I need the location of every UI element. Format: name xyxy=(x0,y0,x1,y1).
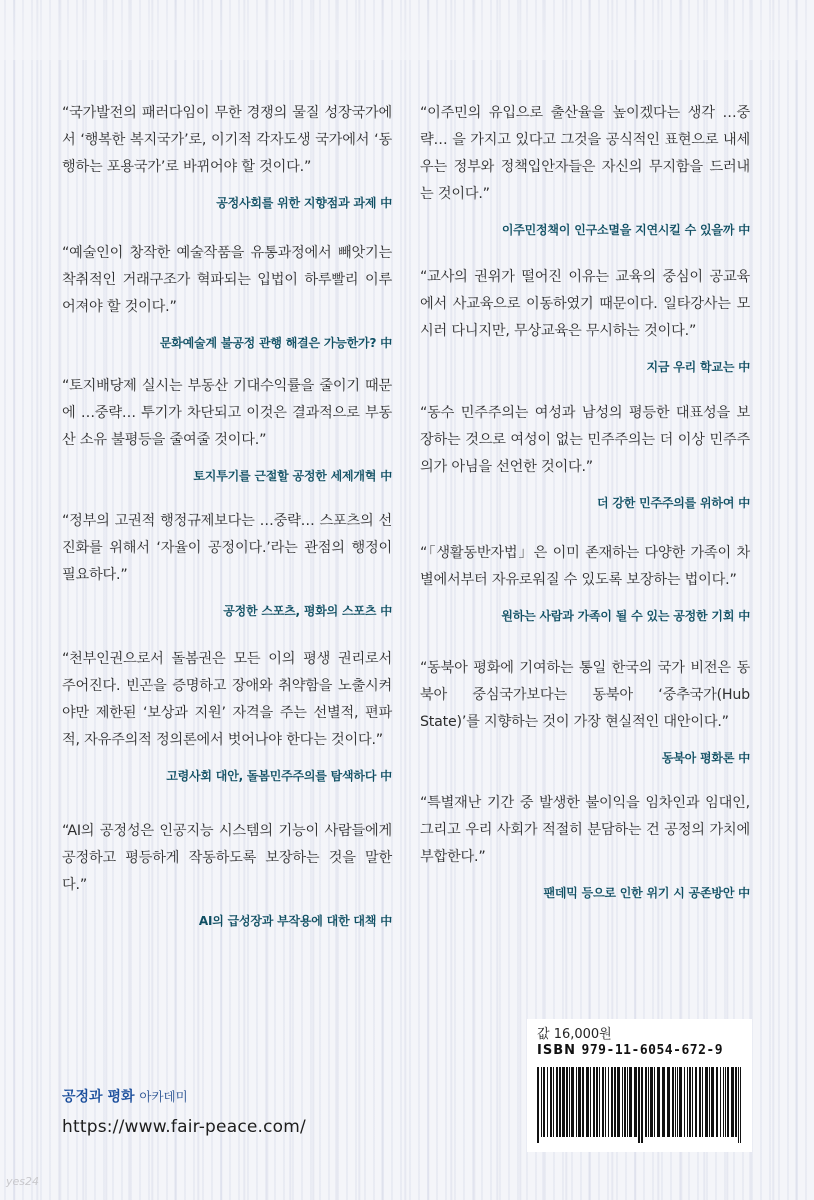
barcode-bar xyxy=(645,1067,647,1137)
barcode-bar xyxy=(559,1067,561,1137)
barcode-bar xyxy=(541,1067,542,1137)
barcode-image xyxy=(537,1067,743,1143)
publisher-url[interactable]: https://www.fair-peace.com/ xyxy=(62,1117,306,1137)
barcode-bar xyxy=(553,1067,554,1137)
price-label: 값 16,000원 xyxy=(537,1027,612,1042)
barcode-bar xyxy=(662,1067,665,1137)
barcode-bar xyxy=(614,1067,616,1137)
quote-source: AI의 급성장과 부작용에 대한 대책 中 xyxy=(198,914,392,928)
barcode-bar xyxy=(735,1067,737,1137)
barcode-bar xyxy=(638,1067,640,1143)
barcode-bar xyxy=(650,1067,653,1137)
barcode-bar xyxy=(699,1067,701,1137)
quote-source: 원하는 사람과 가족이 될 수 있는 공정한 기회 中 xyxy=(501,609,750,623)
barcode-bar xyxy=(679,1067,682,1137)
barcode-bar xyxy=(705,1067,708,1137)
barcode-bar xyxy=(624,1067,626,1137)
barcode-bar xyxy=(562,1067,565,1137)
barcode-bar xyxy=(677,1067,678,1137)
quote-text: “AI의 공정성은 인공지능 시스템의 기능이 사람들에게 공정하고 평등하게 작동하도록 보장하는 것을 말한다.” xyxy=(62,823,392,893)
barcode-bar xyxy=(684,1067,685,1137)
barcode-bar xyxy=(672,1067,674,1137)
barcode-bar xyxy=(593,1067,595,1137)
barcode-bar xyxy=(740,1067,741,1143)
barcode-bar xyxy=(569,1067,570,1137)
publisher-sub: 아카데미 xyxy=(139,1089,188,1104)
barcode-bar xyxy=(537,1067,539,1143)
quote-source: 공정사회를 위한 지향점과 과제 中 xyxy=(216,196,392,210)
barcode-bar xyxy=(578,1067,581,1137)
quote-text: “동수 민주주의는 여성과 남성의 평등한 대표성을 보장하는 것으로 여성이 없는 민주주의는 더 이상 민주주의가 아님을 선언한 것이다.” xyxy=(420,405,750,475)
quote-block xyxy=(420,655,750,766)
barcode-bar xyxy=(709,1067,710,1137)
barcode-bar xyxy=(711,1067,714,1137)
quote-source: 문화예술계 불공정 관행 해결은 가능한가? 中 xyxy=(159,336,392,350)
barcode-bar xyxy=(571,1067,574,1137)
barcode-bar xyxy=(648,1067,649,1137)
barcode-bar xyxy=(566,1067,568,1137)
barcode-bar xyxy=(596,1067,598,1137)
barcode-bar xyxy=(716,1067,718,1137)
barcode-bar xyxy=(617,1067,620,1137)
barcode-bar xyxy=(599,1067,600,1137)
quote-source: 토지투기를 근절할 공정한 세제개혁 中 xyxy=(193,469,392,483)
quote-block xyxy=(420,264,750,375)
quote-block xyxy=(62,373,392,484)
barcode-bar xyxy=(687,1067,688,1137)
quote-block xyxy=(62,240,392,351)
quote-text: “특별재난 기간 중 발생한 불이익을 임차인과 임대인, 그리고 우리 사회가 적절히 분담하는 건 공정의 가치에 부합한다.” xyxy=(420,795,750,865)
barcode-bar xyxy=(634,1067,637,1137)
barcode-bar xyxy=(576,1067,577,1137)
barcode-bar xyxy=(622,1067,623,1137)
quote-source: 팬데믹 등으로 인한 위기 시 공존방안 中 xyxy=(543,886,750,900)
quote-text: “교사의 권위가 떨어진 이유는 교육의 중심이 공교육에서 사교육으로 이동하였기 때문이다. 일타강사는 모시러 다니지만, 무상교육은 무시하는 것이다.” xyxy=(420,269,750,339)
barcode-bar xyxy=(605,1067,606,1137)
barcode-bar xyxy=(641,1067,643,1143)
barcode-bar xyxy=(611,1067,613,1137)
barcode-bar xyxy=(720,1067,721,1137)
isbn-number: 979-11-6054-672-9 xyxy=(581,1043,724,1058)
barcode-bar xyxy=(608,1067,609,1137)
barcode-bar xyxy=(667,1067,670,1137)
barcode-bar xyxy=(695,1067,697,1137)
quote-source: 공정한 스포츠, 평화의 스포츠 中 xyxy=(223,604,392,618)
barcode-bar xyxy=(627,1067,628,1137)
barcode-bar xyxy=(692,1067,693,1137)
quote-block xyxy=(420,400,750,511)
isbn-label: ISBN xyxy=(537,1043,576,1058)
publisher-name: 공정과 평화 xyxy=(62,1089,135,1105)
barcode-bar xyxy=(689,1067,691,1137)
quote-block xyxy=(420,540,750,624)
price-isbn-box xyxy=(527,1019,752,1152)
barcode-bar xyxy=(556,1067,558,1137)
quote-text: “「생활동반자법」은 이미 존재하는 다양한 가족이 차별에서부터 자유로워질 수 있도록 보장하는 법이다.” xyxy=(420,545,750,588)
quote-text: “정부의 고권적 행정규제보다는 …중략… 스포츠의 선진화를 위해서 ‘자율이 공정이다.’라는 관점의 행정이 필요하다.” xyxy=(62,513,392,583)
quote-block xyxy=(420,790,750,901)
isbn-line xyxy=(537,1043,723,1058)
barcode-bar xyxy=(675,1067,676,1137)
quote-source: 동북아 평화론 中 xyxy=(661,751,750,765)
barcode-bar xyxy=(731,1067,734,1137)
quote-source: 고령사회 대안, 돌봄민주주의를 탐색하다 中 xyxy=(166,769,392,783)
barcode-bar xyxy=(727,1067,729,1137)
barcode-bar xyxy=(738,1067,739,1143)
background-stripes xyxy=(0,0,814,60)
quote-text: “토지배당제 실시는 부동산 기대수익률을 줄이기 때문에 …중략… 투기가 차단되고 이것은 결과적으로 부동산 소유 불평등을 줄여줄 것이다.” xyxy=(62,378,392,448)
barcode-bar xyxy=(543,1067,545,1137)
barcode-bar xyxy=(654,1067,655,1137)
quote-source: 더 강한 민주주의를 위하여 中 xyxy=(596,496,750,510)
quote-block xyxy=(62,508,392,619)
barcode-bar xyxy=(657,1067,660,1137)
barcode-bar xyxy=(702,1067,703,1137)
barcode-bar xyxy=(550,1067,552,1137)
quote-text: “예술인이 창작한 예술작품을 유통과정에서 빼앗기는 착취적인 거래구조가 혁파되는 입법이 하루빨리 이루어져야 할 것이다.” xyxy=(62,245,392,315)
watermark: yes24 xyxy=(6,1175,40,1188)
barcode-bar xyxy=(586,1067,589,1137)
barcode-bar xyxy=(590,1067,591,1137)
barcode-bar xyxy=(723,1067,724,1137)
quote-block xyxy=(420,100,750,238)
barcode-bar xyxy=(725,1067,726,1137)
quote-block xyxy=(62,646,392,784)
publisher-logo xyxy=(62,1086,188,1106)
quote-source: 지금 우리 학교는 中 xyxy=(646,360,750,374)
quote-text: “천부인권으로서 돌봄권은 모든 이의 평생 권리로서 주어진다. 빈곤을 증명하고 장애와 취약함을 노출시켜야만 제한된 ‘보상과 지원’ 자격을 주는 선별적, 편파적, 자유주의적 정의론에서 벗어나야 한다는 것이다.” xyxy=(62,651,392,748)
barcode-bar xyxy=(547,1067,548,1137)
quote-block xyxy=(62,100,392,211)
barcode-bar xyxy=(629,1067,632,1137)
quote-text: “이주민의 유입으로 출산율을 높이겠다는 생각 …중략… 을 가지고 있다고 그것을 공식적인 표현으로 내세우는 정부와 정책입안자들은 자신의 무지함을 드러내는 것이다.” xyxy=(420,105,750,202)
quote-block xyxy=(62,818,392,929)
quote-source: 이주민정책이 인구소멸을 지연시킬 수 있을까 中 xyxy=(501,223,750,237)
quote-text: “국가발전의 패러다임이 무한 경쟁의 물질 성장국가에서 ‘행복한 복지국가’로, 이기적 각자도생 국가에서 ‘동행하는 포용국가’로 바뀌어야 할 것이다.” xyxy=(62,105,392,175)
barcode-bar xyxy=(582,1067,584,1137)
quote-text: “동북아 평화에 기여하는 통일 한국의 국가 비전은 동북아 중심국가보다는 동북아 ‘중추국가(Hub State)’를 지향하는 것이 가장 현실적인 대안이다.” xyxy=(420,660,750,730)
barcode-bar xyxy=(602,1067,604,1137)
